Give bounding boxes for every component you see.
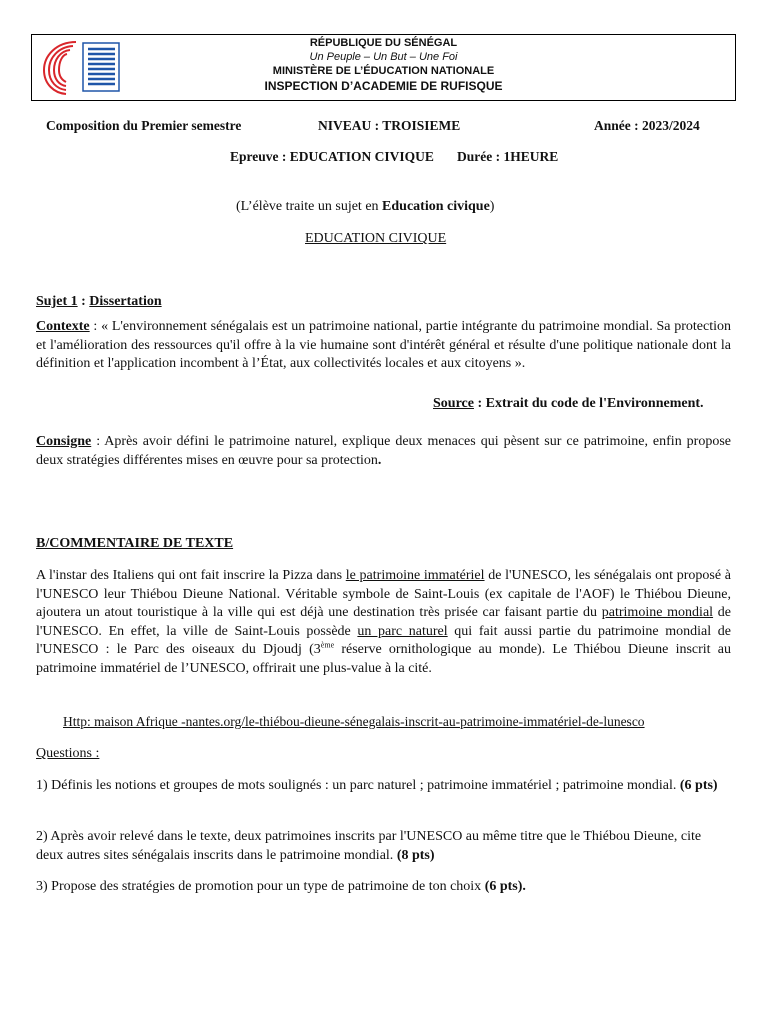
instruction-prefix: (L’élève traite un sujet en xyxy=(236,199,383,214)
header-republic: RÉPUBLIQUE DU SÉNÉGAL xyxy=(309,37,458,49)
header-inspection: INSPECTION D’ACADEMIE DE RUFISQUE xyxy=(264,79,503,93)
comm-text-3: de l'UNESCO. En effet, la ville de Saint-Louis possède xyxy=(36,605,732,639)
instruction-line xyxy=(236,199,494,215)
context-label: Contexte xyxy=(36,319,90,334)
source-line xyxy=(433,396,704,412)
commentaire-paragraph xyxy=(36,567,731,678)
comm-text-5: réserve ornithologique au monde). Le Thiébou Dieune inscrit au patrimoine immatériel de l’UNESCO, offrirait une plus-value à la cité. xyxy=(36,642,731,676)
source-text: : Extrait du code de l'Environnement. xyxy=(473,396,704,411)
context-paragraph xyxy=(36,318,731,374)
consigne-label: Consigne xyxy=(36,434,92,449)
question-1 xyxy=(36,777,731,796)
instruction-suffix: ) xyxy=(489,199,495,214)
duration-label: Durée : 1HEURE xyxy=(457,149,559,164)
year-label: Année : 2023/2024 xyxy=(594,118,700,133)
sujet1-type: Dissertation xyxy=(89,294,162,309)
sujet1-colon: : xyxy=(77,294,90,309)
underlined-patrimoine-immateriel: le patrimoine immatériel xyxy=(345,568,485,583)
header-motto: Un Peuple – Un But – Une Foi xyxy=(309,51,458,63)
epreuve-label: Epreuve : EDUCATION CIVIQUE xyxy=(230,149,434,164)
sujet1-label: Sujet 1 xyxy=(36,294,78,309)
sujet1-heading xyxy=(36,294,162,310)
q3-points: (6 pts). xyxy=(484,879,526,894)
source-label: Source xyxy=(433,396,474,411)
q1-points: (6 pts) xyxy=(679,778,718,793)
comm-text-1: A l'instar des Italiens qui ont fait inscrire la Pizza dans xyxy=(36,568,346,583)
question-3 xyxy=(36,878,731,897)
instruction-subject: Education civique xyxy=(382,199,490,214)
composition-label: Composition du Premier semestre xyxy=(46,118,242,133)
source-url: Http: maison Afrique -nantes.org/le-thiébou-dieune-sénegalais-inscrit-au-patrimoine-immatériel-de-lunesco xyxy=(63,714,645,729)
comm-text-4: qui fait aussi partie du patrimoine mondial de l'UNESCO : le Parc des oiseaux du Djoudj (3 xyxy=(36,623,731,657)
consigne-text: : Après avoir défini le patrimoine naturel, explique deux menaces qui pèsent sur ce patrimoine, enfin propose deux stratégies différentes mises en œuvre pour sa protection xyxy=(36,434,731,468)
consigne-paragraph xyxy=(36,433,731,470)
underlined-patrimoine-mondial: patrimoine mondial xyxy=(601,605,714,620)
level-label: NIVEAU : TROISIEME xyxy=(318,118,461,133)
header-ministry: MINISTÈRE DE L’ÉDUCATION NATIONALE xyxy=(272,65,495,77)
q2-points: (8 pts) xyxy=(396,847,435,863)
comm-text-2: de l'UNESCO, les sénégalais ont proposé à l'UNESCO leur Thiébou Dieune National. Véritable symbole de Saint-Louis (ex capitale de l'AOF) le Thiébou Dieune, ajoutera un atout touristique à la ville qui est déjà une destination très prisée car faisant partie du xyxy=(36,568,731,620)
q2-text: 2) Après avoir relevé dans le texte, deux patrimoines inscrits par l'UNESCO au même titre que le Thiébou Dieune, cite deux autres sites sénégalais inscrits dans le patrimoine mondial. xyxy=(36,829,702,863)
section-title: EDUCATION CIVIQUE xyxy=(305,231,447,246)
superscript-eme: ème xyxy=(320,640,335,650)
context-text: : « L'environnement sénégalais est un patrimoine national, partie intégrante du patrimoine mondial. Sa protection et l'amélioration des ressources qu'il offre à la vie humaine sont d'intérêt général et résulte d'une politique nationale dont la définition et l'application incombent à l’État, aux collectivités locales et aux citoyens ». xyxy=(36,319,731,371)
questions-title: Questions : xyxy=(36,746,100,761)
consigne-end: . xyxy=(377,452,382,468)
commentaire-title: B/COMMENTAIRE DE TEXTE xyxy=(36,536,234,551)
q3-text: 3) Propose des stratégies de promotion pour un type de patrimoine de ton choix xyxy=(36,879,485,894)
q1-text: 1) Définis les notions et groupes de mots soulignés : un parc naturel ; patrimoine immatériel ; patrimoine mondial. xyxy=(36,778,680,793)
underlined-parc-naturel: un parc naturel xyxy=(357,623,448,639)
question-2 xyxy=(36,828,731,865)
